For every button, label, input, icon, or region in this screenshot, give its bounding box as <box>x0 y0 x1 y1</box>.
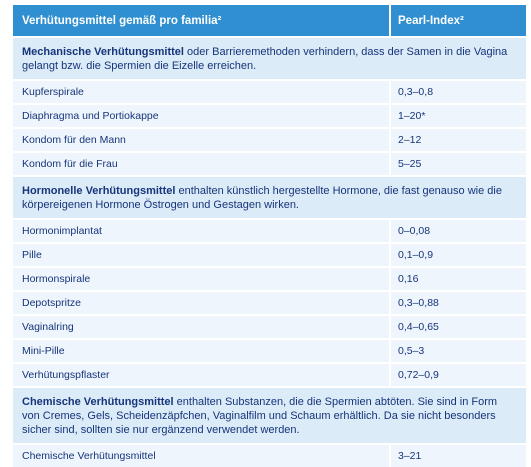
section-hormonal-title: Hormonelle Verhütungsmittel <box>22 185 176 197</box>
row-method: Kondom für den Mann <box>22 134 126 146</box>
table-row <box>13 314 526 338</box>
table-row <box>13 218 526 242</box>
table-row <box>13 79 526 103</box>
row-method: Hormonimplantat <box>22 225 102 237</box>
row-pearl-index: 0,72–0,9 <box>389 364 526 386</box>
row-method: Mini-Pille <box>22 345 65 357</box>
row-method: Depotspritze <box>22 297 81 309</box>
table-row <box>13 290 526 314</box>
row-pearl-index: 0,16 <box>389 268 526 290</box>
row-pearl-index: 2–12 <box>389 129 526 151</box>
header-method: Verhütungsmittel gemäß pro familia² <box>22 14 222 27</box>
section-chemical-description <box>13 386 526 443</box>
row-method: Hormonspirale <box>22 273 91 285</box>
section-chemical-text: enthalten Substanzen, die die Spermien abtöten. Sie sind in Form von Cremes, Gels, Scheidenzäpfchen, Vaginalfilm und Schaum erhältlich. Da sie nicht besonders sicher sind, sollten sie nur ergänzend verwendet werden. <box>22 396 498 436</box>
section-chemical-title: Chemische Verhütungsmittel <box>22 396 174 408</box>
row-pearl-index: 0–0,08 <box>389 220 526 242</box>
contraception-table <box>13 5 526 467</box>
table-header <box>13 5 526 36</box>
table-row <box>13 362 526 386</box>
section-hormonal-description <box>13 175 526 218</box>
row-pearl-index: 0,5–3 <box>389 340 526 362</box>
row-method: Vaginalring <box>22 321 74 333</box>
section-mechanical-text: oder Barrieremethoden verhindern, dass der Samen in die Vagina gelangt bzw. die Spermien die Eizelle erreichen. <box>22 46 508 72</box>
table-row <box>13 242 526 266</box>
table-row <box>13 127 526 151</box>
section-mechanical-description <box>13 36 526 79</box>
table-row <box>13 338 526 362</box>
section-hormonal-text: enthalten künstlich hergestellte Hormone, die fast genauso wie die körpereigenen Hormone Östrogen und Gestagen wirken. <box>22 185 502 211</box>
section-mechanical-title: Mechanische Verhütungsmittel <box>22 46 184 58</box>
table-row <box>13 103 526 127</box>
header-pearl-index: Pearl-Index² <box>389 5 526 36</box>
row-method: Pille <box>22 249 42 261</box>
table-row <box>13 443 526 467</box>
row-pearl-index: 0,4–0,65 <box>389 316 526 338</box>
row-method: Diaphragma und Portiokappe <box>22 110 159 122</box>
table-row <box>13 151 526 175</box>
row-pearl-index: 0,3–0,8 <box>389 81 526 103</box>
table-row <box>13 266 526 290</box>
row-method: Chemische Verhütungsmittel <box>22 450 156 462</box>
row-method: Verhütungspflaster <box>22 369 110 381</box>
row-pearl-index: 0,3–0,88 <box>389 292 526 314</box>
row-pearl-index: 5–25 <box>389 153 526 175</box>
row-method: Kupferspirale <box>22 86 84 98</box>
row-pearl-index: 0,1–0,9 <box>389 244 526 266</box>
row-pearl-index: 1–20* <box>389 105 526 127</box>
row-pearl-index: 3–21 <box>389 445 526 467</box>
row-method: Kondom für die Frau <box>22 158 118 170</box>
